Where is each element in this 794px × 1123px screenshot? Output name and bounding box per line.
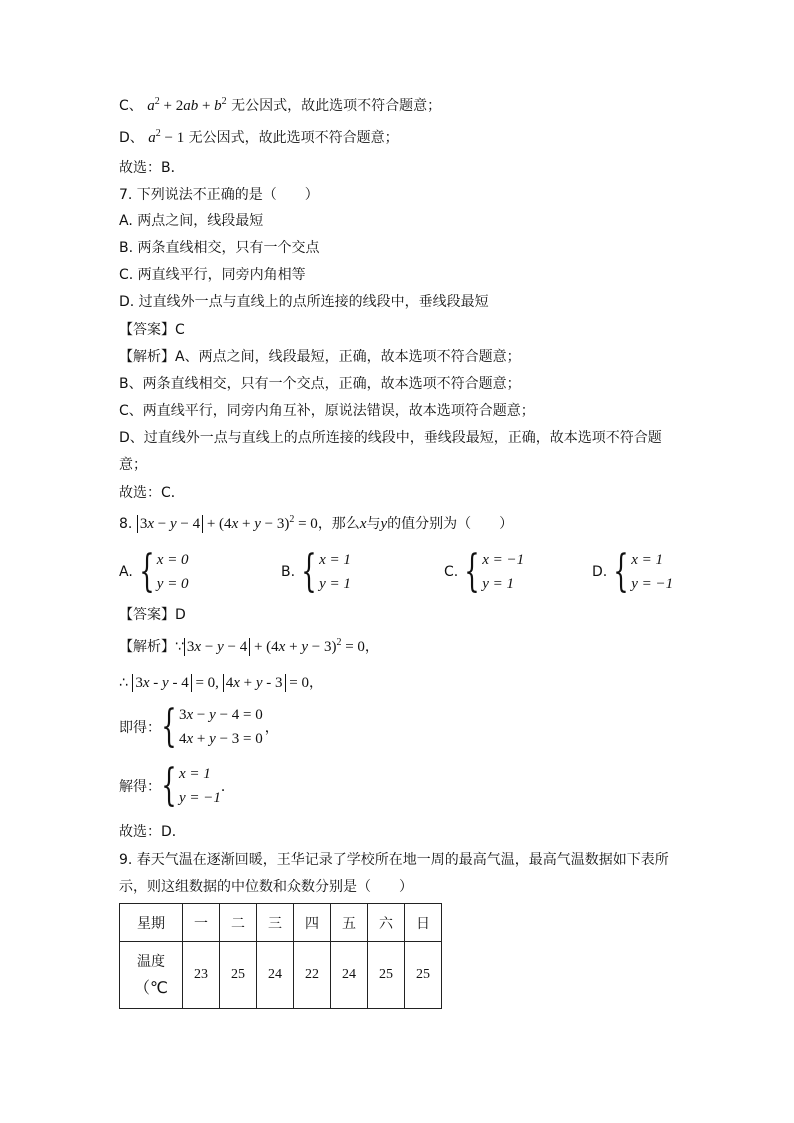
q8-choice: 故选：D． xyxy=(119,824,186,840)
option-label: D、 xyxy=(119,130,144,146)
var-y: y xyxy=(380,516,388,532)
equation-system: { x = 1 y = −1 xyxy=(161,760,221,811)
q8-option-d xyxy=(592,548,673,596)
equation-system: { x = 1 y = −1 xyxy=(613,546,674,597)
q6-option-c-analysis xyxy=(119,96,441,116)
option-label: C. xyxy=(444,564,459,580)
question-number: 8. xyxy=(119,516,133,532)
equation-system: { x = 1 y = 1 xyxy=(301,546,351,597)
q8-question xyxy=(119,514,513,534)
equation-system: { x = −1 y = 1 xyxy=(464,546,525,597)
question-text: 的值分别为（ ） xyxy=(387,516,514,532)
table-cell: 二 xyxy=(220,904,257,942)
table-cell: 三 xyxy=(257,904,294,942)
q7-option-c: C. 两直线平行，同旁内角相等 xyxy=(119,267,306,283)
table-cell: 一 xyxy=(183,904,220,942)
q6-option-d-analysis xyxy=(119,128,399,148)
q7-analysis-line: 【解析】A、两点之间，线段最短，正确，故本选项不符合题意； xyxy=(119,349,521,365)
table-header-cell xyxy=(120,942,183,1009)
math-expression: $3x - y - 4 + (4x + y - 3)^2 = 0$ xyxy=(137,516,318,532)
question-text: 与 xyxy=(366,516,381,532)
option-label: B. xyxy=(281,564,296,580)
table-header-cell: 星期 xyxy=(120,904,183,942)
math-expression: 3x - y - 4 = 0, 4x + y - 3 = 0 xyxy=(132,675,309,691)
q7-analysis-line: C、两直线平行，同旁内角互补，原说法错误，故本选项符合题意； xyxy=(119,403,535,419)
header-text: 温度 xyxy=(137,954,165,970)
equation-system: { x = 0 y = 0 xyxy=(139,546,189,597)
q8-analysis-line: ∴ 3x - y - 4 = 0, 4x + y - 3 = 0， xyxy=(119,675,323,691)
because-symbol: ∵ xyxy=(175,639,184,655)
option-label: D. xyxy=(592,564,608,580)
table-cell: 24 xyxy=(257,942,294,1009)
table-cell: 23 xyxy=(183,942,220,1009)
q9-question-line: 示，则这组数据的中位数和众数分别是（ ） xyxy=(119,879,413,895)
table-row xyxy=(120,942,442,1009)
label: 解得： xyxy=(119,779,161,795)
table-cell: 日 xyxy=(405,904,442,942)
q7-question: 7. 下列说法不正确的是（ ） xyxy=(119,187,319,203)
math-expression: $3x - y - 4 + (4x + y - 3)^2 = 0$ xyxy=(184,639,365,655)
q7-analysis-line: B、两条直线相交，只有一个交点，正确，故本选项不符合题意； xyxy=(119,376,521,392)
q7-option-b: B. 两条直线相交，只有一个交点 xyxy=(119,240,320,256)
q8-option-b xyxy=(281,548,351,596)
equation-system: { 3x − y − 4 = 0 4x + y − 3 = 0 xyxy=(161,701,263,752)
math-expression: $a^2 - 1$ xyxy=(148,128,185,146)
table-row xyxy=(120,904,442,942)
table-cell: 25 xyxy=(368,942,405,1009)
table-cell: 25 xyxy=(220,942,257,1009)
analysis-label: 【解析】 xyxy=(119,639,175,655)
label: 即得： xyxy=(119,720,161,736)
math-expression: $a^2 + 2ab + b^2$ xyxy=(147,96,227,114)
table-cell: 22 xyxy=(294,942,331,1009)
analysis-text: 无公因式，故此选项不符合题意； xyxy=(188,130,399,146)
option-label: C、 xyxy=(119,98,143,114)
q8-answer: 【答案】D xyxy=(119,607,186,623)
q7-answer: 【答案】C xyxy=(119,322,185,338)
table-cell: 五 xyxy=(331,904,368,942)
table-cell: 25 xyxy=(405,942,442,1009)
q7-analysis-line: D、过直线外一点与直线上的点所连接的线段中，垂线段最短，正确，故本选项不符合题 xyxy=(119,430,662,446)
q8-option-a xyxy=(119,548,189,596)
q8-analysis-line: 【解析】∵ $3x - y - 4 + (4x + y - 3)^2 = 0$， xyxy=(119,637,379,655)
option-label: A. xyxy=(119,564,133,580)
q7-option-a: A. 两点之间，线段最短 xyxy=(119,213,264,229)
q8-derived-system: 即得： { 3x − y − 4 = 0 4x + y − 3 = 0 ， xyxy=(119,701,279,752)
therefore-symbol: ∴ xyxy=(119,675,128,691)
q6-choice: 故选：B． xyxy=(119,160,185,176)
q7-choice: 故选：C． xyxy=(119,485,185,501)
var-x: x xyxy=(359,516,367,532)
q9-question-line: 9. 春天气温在逐渐回暖，王华记录了学校所在地一周的最高气温，最高气温数据如下表所 xyxy=(119,852,669,868)
q8-solution-system: 解得： { x = 1 y = −1 ． xyxy=(119,760,235,811)
question-text: ，那么 xyxy=(317,516,360,532)
table-cell: 24 xyxy=(331,942,368,1009)
q7-analysis-line: 意； xyxy=(119,457,147,473)
analysis-text: 无公因式，故此选项不符合题意； xyxy=(231,98,442,114)
header-text: （℃ xyxy=(134,978,168,997)
table-cell: 六 xyxy=(368,904,405,942)
q8-option-c xyxy=(444,548,524,596)
table-cell: 四 xyxy=(294,904,331,942)
temperature-table xyxy=(119,903,442,1009)
q7-option-d: D. 过直线外一点与直线上的点所连接的线段中，垂线段最短 xyxy=(119,294,489,310)
